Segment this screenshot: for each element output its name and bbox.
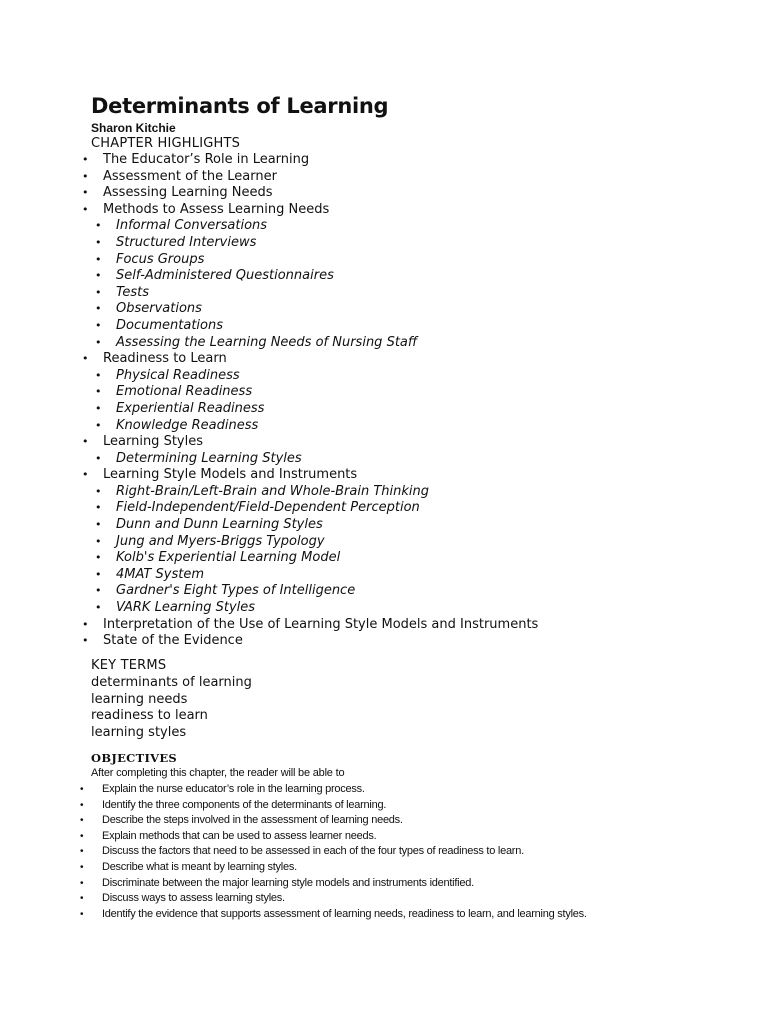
highlight-subitem <box>0 550 768 567</box>
bullet-icon: • <box>80 830 84 842</box>
highlight-text: Assessment of the Learner <box>103 168 277 184</box>
objective-text: Describe what is meant by learning styles. <box>102 860 297 873</box>
highlight-subitem <box>0 252 768 269</box>
bullet-icon: • <box>80 815 84 827</box>
highlight-subitem <box>0 583 768 600</box>
objectives-heading: OBJECTIVES <box>91 751 178 765</box>
objective-text: Describe the steps involved in the assessment of learning needs. <box>102 814 403 827</box>
bullet-icon: • <box>82 153 89 166</box>
objective-item <box>0 860 768 876</box>
bullet-icon: • <box>80 784 84 795</box>
bullet-icon: • <box>82 169 89 183</box>
key-term: readiness to learn <box>91 708 208 724</box>
highlight-item <box>0 633 768 650</box>
highlight-subitem <box>0 451 768 468</box>
objective-item <box>0 844 768 860</box>
highlight-text: Readiness to Learn <box>103 351 227 367</box>
highlight-text: Field-Independent/Field-Dependent Perception <box>116 500 420 516</box>
highlight-subitem <box>0 318 768 335</box>
highlight-subitem <box>0 401 768 418</box>
bullet-icon: • <box>95 302 102 316</box>
objective-text: Discriminate between the major learning style models and instruments identified. <box>102 876 474 889</box>
highlight-text: 4MAT System <box>116 566 204 582</box>
objective-item <box>0 813 768 829</box>
highlight-text: Physical Readiness <box>116 367 240 383</box>
bullet-icon: • <box>95 269 102 283</box>
key-term: learning styles <box>91 724 187 740</box>
bullet-icon: • <box>95 584 102 598</box>
highlight-text: Emotional Readiness <box>116 384 253 400</box>
objective-item <box>0 876 768 892</box>
objective-text: Explain the nurse educator’s role in the learning process. <box>102 783 365 795</box>
highlight-text: Kolb's Experiential Learning Model <box>116 550 341 566</box>
bullet-icon: • <box>80 893 84 905</box>
bullet-icon: • <box>95 567 102 581</box>
bullet-icon: • <box>80 799 84 811</box>
key-terms-list <box>91 675 252 741</box>
objective-text: Discuss the factors that need to be assessed in each of the four types of readiness to learn. <box>102 845 524 858</box>
objective-item <box>0 829 768 845</box>
highlight-text: Knowledge Readiness <box>116 417 259 433</box>
key-term: determinants of learning <box>91 675 252 690</box>
objectives-list <box>0 782 768 922</box>
highlight-text: Focus Groups <box>116 251 205 267</box>
key-term: learning needs <box>91 691 188 707</box>
bullet-icon: • <box>80 861 84 873</box>
bullet-icon: • <box>95 451 102 465</box>
highlight-item <box>0 467 768 484</box>
highlight-text: Dunn and Dunn Learning Styles <box>116 517 323 533</box>
bullet-icon: • <box>82 202 89 216</box>
highlight-subitem <box>0 500 768 517</box>
highlight-subitem <box>0 534 768 551</box>
highlight-subitem <box>0 368 768 385</box>
highlight-text: The Educator’s Role in Learning <box>103 152 310 167</box>
highlight-text: Learning Style Models and Instruments <box>103 467 358 483</box>
bullet-icon: • <box>82 186 89 200</box>
document-title: Determinants of Learning <box>91 94 389 118</box>
highlight-text: Tests <box>116 284 149 300</box>
highlight-item <box>0 169 768 186</box>
highlight-text: VARK Learning Styles <box>116 600 256 616</box>
highlight-text: Determining Learning Styles <box>116 450 302 466</box>
chapter-highlights-heading: CHAPTER HIGHLIGHTS <box>91 136 241 151</box>
bullet-icon: • <box>95 484 102 498</box>
highlight-subitem <box>0 484 768 501</box>
author-name: Sharon Kitchie <box>91 121 176 135</box>
chapter-highlights-list <box>0 152 768 650</box>
bullet-icon: • <box>95 418 102 432</box>
highlight-subitem <box>0 517 768 534</box>
bullet-icon: • <box>95 235 102 249</box>
bullet-icon: • <box>95 318 102 332</box>
bullet-icon: • <box>95 551 102 565</box>
highlight-text: Jung and Myers-Briggs Typology <box>116 533 325 549</box>
bullet-icon: • <box>80 846 84 858</box>
highlight-subitem <box>0 268 768 285</box>
bullet-icon: • <box>82 352 89 366</box>
highlight-text: Observations <box>116 301 202 317</box>
highlight-text: State of the Evidence <box>103 633 243 649</box>
highlight-text: Assessing Learning Needs <box>103 185 273 201</box>
objectives-intro: After completing this chapter, the reader will be able to <box>91 767 345 779</box>
highlight-subitem <box>0 600 768 617</box>
objective-text: Explain methods that can be used to assess learner needs. <box>102 829 377 842</box>
highlight-subitem <box>0 567 768 584</box>
objective-item <box>0 907 768 923</box>
bullet-icon: • <box>95 385 102 399</box>
objective-item <box>0 891 768 907</box>
bullet-icon: • <box>95 518 102 532</box>
highlight-item <box>0 185 768 202</box>
highlight-text: Methods to Assess Learning Needs <box>103 201 330 217</box>
bullet-icon: • <box>82 435 89 449</box>
highlight-text: Informal Conversations <box>116 218 268 234</box>
objective-text: Discuss ways to assess learning styles. <box>102 892 285 905</box>
objective-text: Identify the evidence that supports assessment of learning needs, readiness to learn, and learning styles. <box>102 907 587 920</box>
bullet-icon: • <box>95 601 102 615</box>
highlight-text: Documentations <box>116 317 223 333</box>
bullet-icon: • <box>95 534 102 548</box>
key-terms-heading: KEY TERMS <box>91 658 167 673</box>
highlight-item <box>0 351 768 368</box>
highlight-text: Structured Interviews <box>116 234 257 250</box>
bullet-icon: • <box>95 252 102 266</box>
highlight-text: Gardner's Eight Types of Intelligence <box>116 583 356 599</box>
highlight-item <box>0 152 768 169</box>
bullet-icon: • <box>82 617 89 631</box>
bullet-icon: • <box>95 401 102 415</box>
highlight-text: Assessing the Learning Needs of Nursing Staff <box>116 334 418 350</box>
highlight-subitem <box>0 218 768 235</box>
bullet-icon: • <box>82 468 89 482</box>
highlight-text: Learning Styles <box>103 434 203 450</box>
highlight-item <box>0 434 768 451</box>
highlight-subitem <box>0 235 768 252</box>
highlight-subitem <box>0 384 768 401</box>
highlight-subitem <box>0 335 768 352</box>
highlight-subitem <box>0 301 768 318</box>
bullet-icon: • <box>80 908 84 920</box>
highlight-subitem <box>0 285 768 302</box>
bullet-icon: • <box>80 877 84 889</box>
highlight-text: Right-Brain/Left-Brain and Whole-Brain Thinking <box>116 483 430 499</box>
highlight-item <box>0 202 768 219</box>
highlight-text: Experiential Readiness <box>116 400 265 416</box>
bullet-icon: • <box>95 368 102 382</box>
highlight-text: Self-Administered Questionnaires <box>116 268 334 284</box>
objective-item <box>0 798 768 814</box>
bullet-icon: • <box>95 335 102 349</box>
highlight-text: Interpretation of the Use of Learning Style Models and Instruments <box>103 616 539 632</box>
objective-text: Identify the three components of the determinants of learning. <box>102 798 387 811</box>
bullet-icon: • <box>95 285 102 299</box>
highlight-subitem <box>0 418 768 435</box>
bullet-icon: • <box>95 501 102 515</box>
bullet-icon: • <box>82 634 89 648</box>
objective-item <box>0 782 768 798</box>
bullet-icon: • <box>95 219 102 233</box>
highlight-item <box>0 617 768 634</box>
